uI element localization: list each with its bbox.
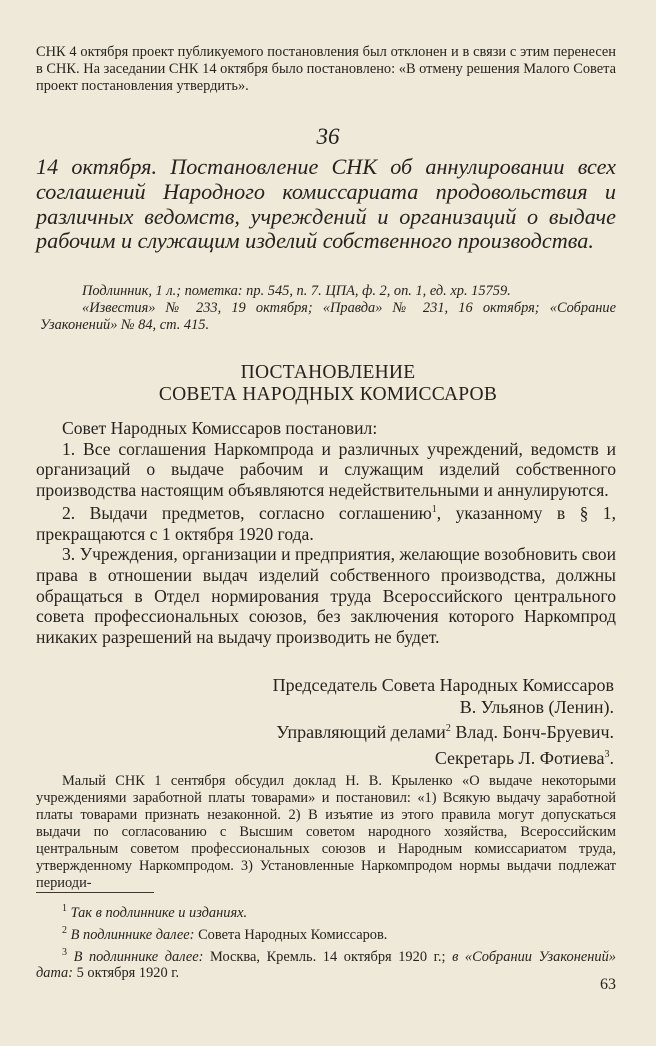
intro-paragraph: СНК 4 октября проект публикуемого постановления был отклонен и в связи с этим перенесен в СНК. На заседании СНК 14 октября было постановлено: «В отмену решения Малого Совета проект постановления утвердить». [36,44,616,94]
point-2-end: , указанному в § 1, прекращаются с 1 октября 1920 года. [36,503,616,544]
footnote-2 [36,922,616,944]
title-line-2: СОВЕТА НАРОДНЫХ КОМИССАРОВ [158,384,498,405]
footnote-3-text: Москва, Кремль. 14 октября 1920 г.; [203,948,446,965]
title-line-1: ПОСТАНОВЛЕНИЕ [240,362,416,383]
footnote-3 [36,944,616,983]
chair-title: Председатель Совета Народных Комиссаров [272,675,614,695]
secretary-end: . [609,748,614,768]
manager-signature [276,722,614,743]
source-archive: Подлинник, 1 л.; пометка: пр. 545, п. 7. ЦПА, ф. 2, оп. 1, ед. хр. 15759. [82,283,511,299]
document-number: 36 [316,124,340,149]
footnote-divider [36,892,154,893]
chair-name: В. Ульянов (Ленин). [459,697,614,717]
footnote-1 [36,900,616,922]
footnote-2-number: 2 [62,924,67,936]
point-3: 3. Учреждения, организации и предприятия, желающие возобновить свои права в отношении выдач изделий собственного производства, должны обращаться в Отдел нормирования труда Всероссийского центрального совета профессиональных союзов, без заключения которого Наркомпрод никаких разрешений на выдачу производить не будет. [36,544,616,647]
footnote-2-text: Совета Народных Комиссаров. [194,926,388,943]
manager-name: Влад. Бонч-Бруевич. [450,722,614,742]
footnote-3-number: 3 [62,946,67,958]
footnote-ref-1: 1 [431,504,437,516]
resolution-body [36,418,616,647]
intro-block [36,44,616,95]
document-heading: 14 октября. Постановление СНК об аннулировании всех соглашений Народного комиссариата продовольствия и различных ведомств, учреждений и организаций о выдаче рабочим и служащим изделий собственного производства. [36,154,616,254]
footnote-3-text-2: 5 октября 1920 г. [73,965,180,982]
point-2 [36,500,616,544]
point-2-start: 2. Выдачи предметов, согласно соглашению [62,503,432,524]
footnote-1-text: Так в подлиннике и изданиях. [70,904,248,921]
footnotes [36,900,616,982]
preamble: Совет Народных Комиссаров постановил: [62,418,378,438]
footnote-3-label-2: в «Собрании Узаконений» дата: [36,948,616,982]
point-1: 1. Все соглашения Наркомпрода и различных учреждений, ведомств и организаций о выдаче рабочим и служащим изделий собственного производства настоящим объявляются недействительными и аннулируются. [36,438,616,500]
manager-label: Управляющий делами [276,722,446,742]
secretary-signature [435,748,614,769]
footnote-ref-3: 3 [604,749,610,760]
source-references [40,283,616,334]
page-number: 63 [600,976,616,993]
footnote-3-label: В подлиннике далее: [73,948,204,965]
source-publications: «Известия» № 233, 19 октября; «Правда» № 231, 16 октября; «Собрание Узаконений» № 84, ст. 415. [40,300,616,333]
footnote-ref-2: 2 [445,723,451,734]
secretary-name: Секретарь Л. Фотиева [434,748,605,768]
footnote-1-number: 1 [62,903,67,914]
editorial-note [36,773,616,892]
footnote-2-label: В подлиннике далее: [70,926,195,943]
note-paragraph: Малый СНК 1 сентября обсудил доклад Н. В. Крыленко «О выдаче некоторыми учреждениями заработной платы товарами» и постановил: «1) Всякую выдачу заработной платы товарами признать незаконной. 2) В изъятие из этого правила могут допускаться выдачи по согласованию с Высшим советом народного хозяйства, Всероссийским центральным советом профессиональных союзов и Народным комиссариатом труда, утвержденному Наркомпродом. 3) Установленные Наркомпродом нормы выдачи подлежат периоди- [36,773,616,891]
